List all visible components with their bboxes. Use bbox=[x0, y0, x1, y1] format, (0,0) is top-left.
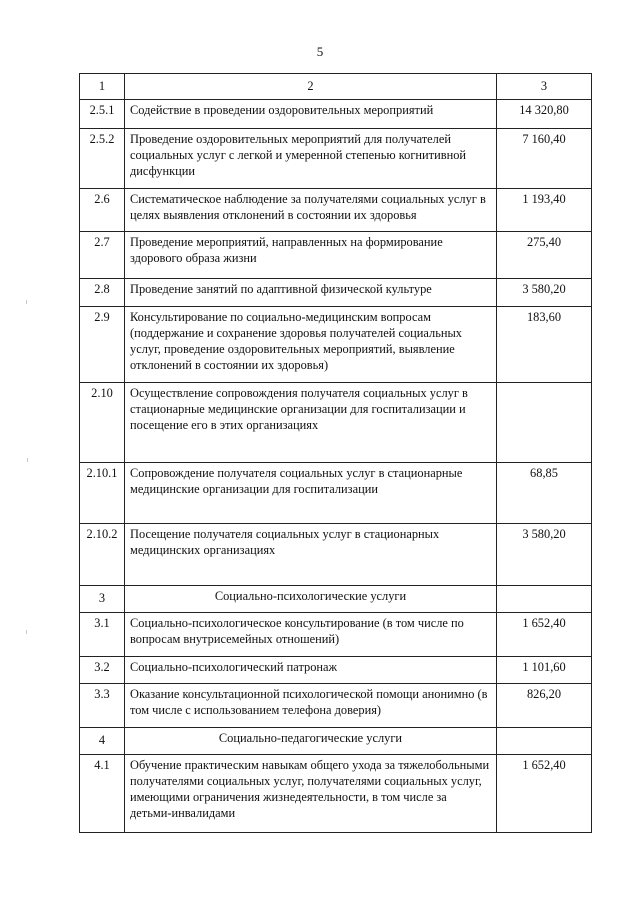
section-row bbox=[80, 586, 592, 613]
service-name: Осуществление сопровождения получателя социальных услуг в стационарные медицинские организации для госпитализации и посещение его в этих организациях bbox=[125, 383, 497, 463]
service-price: 3 580,20 bbox=[497, 279, 592, 307]
service-name: Оказание консультационной психологической помощи анонимно (в том числе с использованием телефона доверия) bbox=[125, 684, 497, 728]
table-row bbox=[80, 524, 592, 586]
service-price: 1 193,40 bbox=[497, 189, 592, 232]
service-price: 826,20 bbox=[497, 684, 592, 728]
table-row bbox=[80, 189, 592, 232]
row-number: 2.5.1 bbox=[80, 100, 125, 129]
service-name: Обучение практическим навыкам общего ухода за тяжелобольными получателями социальных услуг, получателями социальных услуг, имеющими ограничения жизнедеятельности, в том числе за детьми-инвалидами bbox=[125, 755, 497, 833]
service-price bbox=[497, 586, 592, 613]
section-number: 3 bbox=[80, 586, 125, 613]
table-row bbox=[80, 279, 592, 307]
header-col-2: 2 bbox=[125, 74, 497, 100]
row-number: 2.7 bbox=[80, 232, 125, 279]
row-number: 3.3 bbox=[80, 684, 125, 728]
service-name: Содействие в проведении оздоровительных мероприятий bbox=[125, 100, 497, 129]
section-title: Социально-психологические услуги bbox=[125, 586, 497, 613]
service-price: 14 320,80 bbox=[497, 100, 592, 129]
row-number: 2.10 bbox=[80, 383, 125, 463]
service-price: 3 580,20 bbox=[497, 524, 592, 586]
service-price bbox=[497, 383, 592, 463]
row-number: 2.5.2 bbox=[80, 129, 125, 189]
service-name: Проведение мероприятий, направленных на формирование здорового образа жизни bbox=[125, 232, 497, 279]
service-name: Консультирование по социально-медицинским вопросам (поддержание и сохранение здоровья получателей социальных услуг, проведение оздоровительных мероприятий, выявление отклонений в состоянии их здоровья) bbox=[125, 307, 497, 383]
row-number: 3.2 bbox=[80, 657, 125, 684]
service-name: Проведение оздоровительных мероприятий для получателей социальных услуг с легкой и умеренной степенью когнитивной дисфункции bbox=[125, 129, 497, 189]
service-price: 1 652,40 bbox=[497, 613, 592, 657]
table-row bbox=[80, 100, 592, 129]
service-price: 1 101,60 bbox=[497, 657, 592, 684]
service-name: Социально-психологический патронаж bbox=[125, 657, 497, 684]
service-price: 68,85 bbox=[497, 463, 592, 524]
table-row bbox=[80, 684, 592, 728]
service-name: Сопровождение получателя социальных услуг в стационарные медицинские организации для госпитализации bbox=[125, 463, 497, 524]
service-price: 275,40 bbox=[497, 232, 592, 279]
service-price: 7 160,40 bbox=[497, 129, 592, 189]
table-row bbox=[80, 129, 592, 189]
row-number: 2.6 bbox=[80, 189, 125, 232]
table-row bbox=[80, 613, 592, 657]
scan-artifact bbox=[26, 300, 27, 304]
table-row bbox=[80, 755, 592, 833]
table-row bbox=[80, 307, 592, 383]
row-number: 2.8 bbox=[80, 279, 125, 307]
scan-artifact bbox=[27, 458, 28, 462]
service-price: 183,60 bbox=[497, 307, 592, 383]
service-name: Социально-психологическое консультирование (в том числе по вопросам внутрисемейных отношений) bbox=[125, 613, 497, 657]
service-name: Посещение получателя социальных услуг в стационарных медицинских организациях bbox=[125, 524, 497, 586]
service-price: 1 652,40 bbox=[497, 755, 592, 833]
header-col-3: 3 bbox=[497, 74, 592, 100]
row-number: 2.10.2 bbox=[80, 524, 125, 586]
service-price bbox=[497, 728, 592, 755]
section-title: Социально-педагогические услуги bbox=[125, 728, 497, 755]
table-row bbox=[80, 232, 592, 279]
page-number: 5 bbox=[316, 44, 324, 59]
row-number: 4.1 bbox=[80, 755, 125, 833]
header-col-1: 1 bbox=[80, 74, 125, 100]
service-name: Проведение занятий по адаптивной физической культуре bbox=[125, 279, 497, 307]
table-row bbox=[80, 657, 592, 684]
table-row bbox=[80, 383, 592, 463]
table-row bbox=[80, 463, 592, 524]
section-number: 4 bbox=[80, 728, 125, 755]
section-row bbox=[80, 728, 592, 755]
tariff-table bbox=[79, 73, 592, 833]
table-header-row bbox=[80, 74, 592, 100]
row-number: 2.9 bbox=[80, 307, 125, 383]
row-number: 3.1 bbox=[80, 613, 125, 657]
row-number: 2.10.1 bbox=[80, 463, 125, 524]
scan-artifact bbox=[26, 630, 27, 634]
service-name: Систематическое наблюдение за получателями социальных услуг в целях выявления отклонений в состоянии их здоровья bbox=[125, 189, 497, 232]
